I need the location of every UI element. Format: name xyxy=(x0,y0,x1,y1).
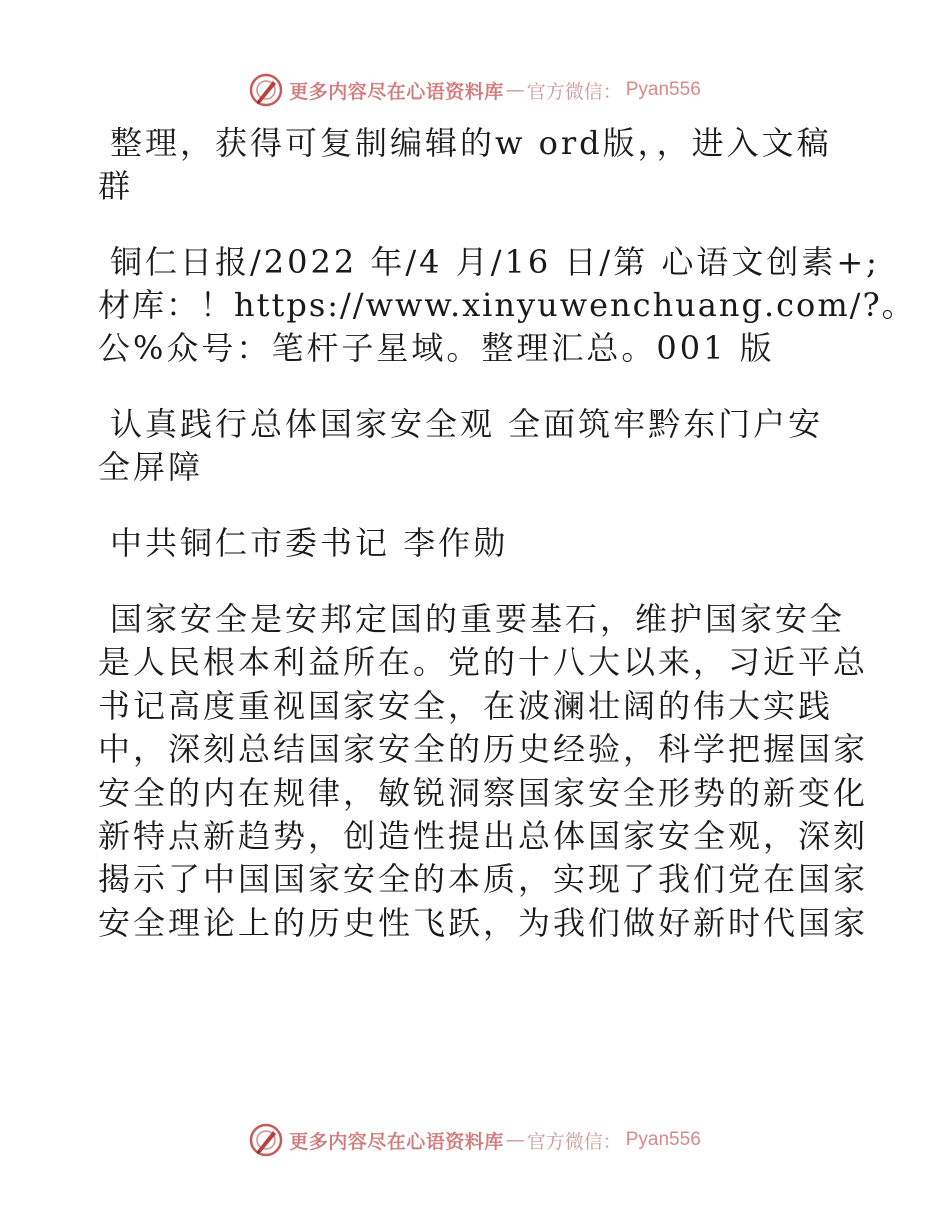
watermark-dash: — xyxy=(505,1129,525,1151)
text-line: 书记高度重视国家安全，在波澜壮阔的伟大实践 xyxy=(98,686,834,725)
paragraph-spacer xyxy=(98,370,858,403)
header-watermark xyxy=(0,70,950,110)
document-body xyxy=(98,122,916,945)
watermark-text: 更多内容尽在心语资料库 xyxy=(289,80,504,103)
intro-paragraph xyxy=(98,122,858,208)
text-line: 国家安全是安邦定国的重要基石，维护国家安全 xyxy=(110,600,846,638)
text-line: 材库：！https://www.xinyuwenchuang.com/?。 xyxy=(98,286,916,324)
text-line: 全屏障 xyxy=(98,448,204,486)
footer-watermark xyxy=(0,1120,950,1160)
text-line: 整理，获得可复制编辑的w ord版，，进入文稿 xyxy=(110,124,832,162)
watermark-text: 更多内容尽在心语资料库 xyxy=(289,1130,504,1153)
quill-logo-icon xyxy=(249,1123,283,1157)
watermark-official-label: 官方微信： xyxy=(526,1130,622,1153)
watermark-wechat-id: Pyan556 xyxy=(625,1129,701,1150)
text-line: 是人民根本利益所在。党的十八大以来，习近平总 xyxy=(98,643,869,682)
text-line: 新特点新趋势，创造性提出总体国家安全观，深刻 xyxy=(98,817,869,856)
text-line: 安全的内在规律，敏锐洞察国家安全形势的新变化 xyxy=(98,773,869,812)
text-line: 安全理论上的历史性飞跃，为我们做好新时代国家 xyxy=(98,903,869,942)
paragraph-spacer xyxy=(98,208,858,241)
paragraph-spacer xyxy=(98,565,858,598)
text-line: 铜仁日报/2022 年/4 月/16 日/第 心语文创素+; xyxy=(110,243,880,281)
text-line: 揭示了中国国家安全的本质，实现了我们党在国家 xyxy=(98,860,869,899)
text-line: 群 xyxy=(98,167,134,205)
watermark-official-label: 官方微信： xyxy=(526,80,622,103)
paragraph-spacer xyxy=(98,489,858,522)
watermark-dash: — xyxy=(505,79,525,101)
article-title xyxy=(98,403,858,489)
text-line: 公%众号：笔杆子星域。整理汇总。001 版 xyxy=(98,329,775,367)
source-paragraph xyxy=(98,241,916,370)
text-line: 中，深刻总结国家安全的历史经验，科学把握国家 xyxy=(98,730,869,769)
text-line: 认真践行总体国家安全观 全面筑牢黔东门户安 xyxy=(110,405,824,443)
quill-logo-icon xyxy=(249,73,283,107)
article-author xyxy=(98,522,858,565)
article-body-paragraph xyxy=(98,598,869,945)
text-line: 中共铜仁市委书记 李作勋 xyxy=(110,524,509,562)
watermark-wechat-id: Pyan556 xyxy=(625,79,701,100)
